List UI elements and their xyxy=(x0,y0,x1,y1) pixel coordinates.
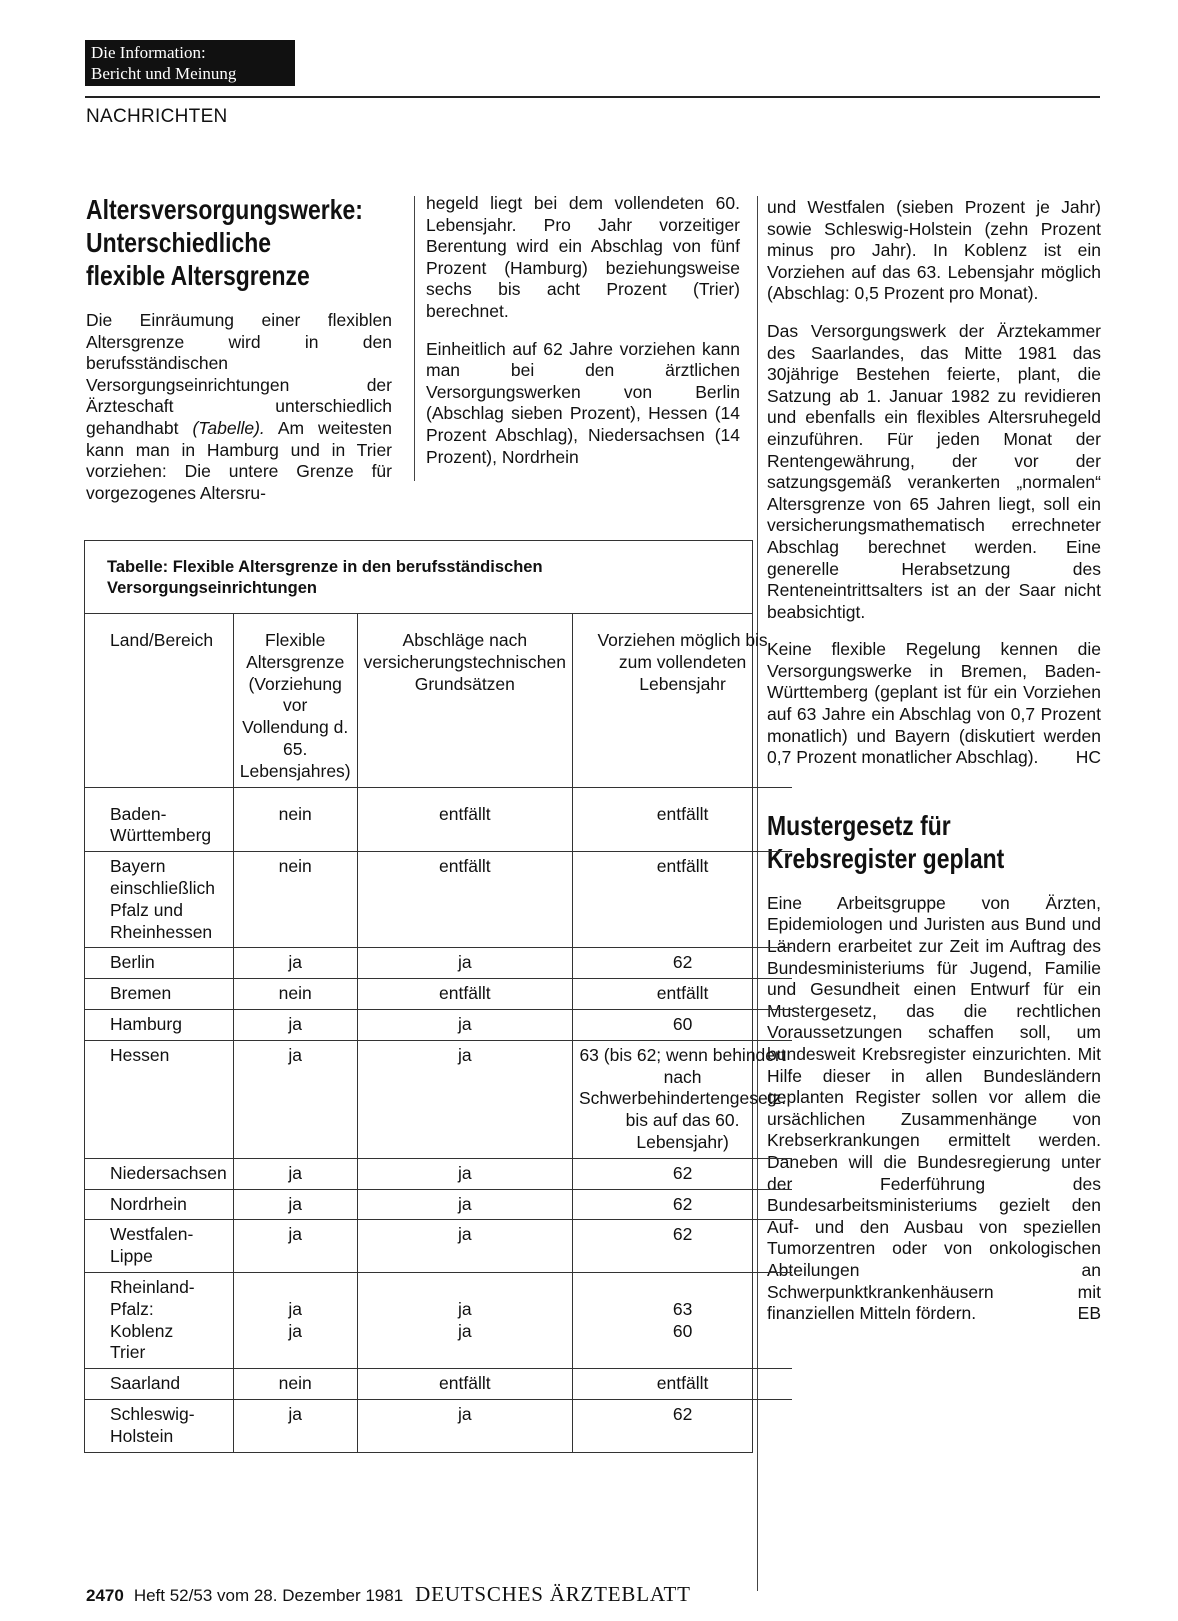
table-grid xyxy=(85,614,792,1452)
table-cell: 62 xyxy=(572,1399,792,1451)
table-cell: ja xyxy=(233,1040,357,1158)
table-cell: entfällt xyxy=(357,979,572,1010)
table-cell: ja xyxy=(357,1009,572,1040)
table-cell: ja xyxy=(233,1009,357,1040)
cell-value: ja xyxy=(288,1298,302,1319)
column-header: Abschläge nach versicherungstechnischen Grundsätzen xyxy=(357,614,572,787)
page-footer xyxy=(86,1582,691,1607)
headline-line: Altersversorgungswerke: xyxy=(86,194,363,225)
rubric-box xyxy=(85,40,295,86)
table-cell: ja xyxy=(233,1158,357,1189)
table-row-group xyxy=(85,1272,792,1368)
table-cell: Baden-Württemberg xyxy=(85,787,233,852)
table-row xyxy=(85,948,792,979)
table-row xyxy=(85,979,792,1010)
table-cell: ja xyxy=(233,948,357,979)
table-cell: 62 xyxy=(572,948,792,979)
table-row xyxy=(85,1369,792,1400)
table-cell: ja xyxy=(357,1220,572,1273)
table-row xyxy=(85,787,792,852)
table-cell: Hessen xyxy=(85,1040,233,1158)
headline-line: Krebsregister geplant xyxy=(767,842,1005,874)
cell-value: ja xyxy=(457,1320,472,1341)
author-initials: HC xyxy=(1075,747,1101,768)
table-cell: entfällt xyxy=(357,787,572,852)
article1-paragraph xyxy=(767,639,1101,769)
article1-paragraph: und Westfalen (sieben Prozent je Jahr) sowie Schleswig-Holstein (zehn Prozent minus pro Jahr). In Koblenz ist ein Vorziehen auf das 63. Lebensjahr möglich (Abschlag: 0,5 Prozent pro Monat). xyxy=(767,197,1101,304)
article1-column-1 xyxy=(86,193,392,520)
table-row xyxy=(85,1009,792,1040)
table-cell: ja xyxy=(233,1189,357,1220)
article1-paragraph: Das Versorgungswerk der Ärztekammer des Saarlandes, das Mitte 1981 das 30jährige Bestehen feierte, plant, die Satzung ab 1. Januar 1982 zu revidieren und ebenfalls ein flexibles Altersruhegeld einzuführen. Für jeden Monat der Rentengewährung, der vor der satzungsgemäß verankerten „normalen“ Altersgrenze von 65 Jahren liegt, soll ein versicherungsmathematisch errechneter Abschlag berechnet werden. Eine generelle Herabsetzung des Renteneintrittsalters ist an der Saar nicht beabsichtigt. xyxy=(767,320,1101,622)
table-cell xyxy=(233,1272,357,1368)
table-cell: Bayern einschließlich Pfalz und Rheinhessen xyxy=(85,852,233,948)
journal-name: DEUTSCHES ÄRZTEBLATT xyxy=(415,1582,691,1606)
table-cell: Niedersachsen xyxy=(85,1158,233,1189)
pension-table xyxy=(84,540,787,1453)
table-cell: 63 (bis 62; wenn behindert nach Schwerbehindertengesetz: bis auf das 60. Lebensjahr) xyxy=(572,1040,792,1158)
page-number: 2470 xyxy=(86,1586,124,1605)
text-run: Die Einräumung einer flexiblen Altersgrenze wird in den berufsständischen Versorgungseinrichtungen der Ärzteschaft unterschiedlich gehandhabt xyxy=(86,310,392,438)
article1-headline xyxy=(86,193,392,292)
table-cell: 62 xyxy=(572,1189,792,1220)
table-cell: ja xyxy=(233,1220,357,1273)
table-cell: nein xyxy=(233,1369,357,1400)
table-row xyxy=(85,1158,792,1189)
table-cell: entfällt xyxy=(572,979,792,1010)
column-header: Land/Bereich xyxy=(85,614,233,787)
table-reference: (Tabelle). xyxy=(192,417,265,438)
table-header-row xyxy=(85,614,792,787)
table-cell: ja xyxy=(357,948,572,979)
table-row xyxy=(85,1189,792,1220)
table-row xyxy=(85,1220,792,1273)
cell-value: 63 xyxy=(672,1298,693,1319)
region-label: Rheinland-Pfalz: xyxy=(110,1276,195,1319)
table-cell: Westfalen-Lippe xyxy=(85,1220,233,1273)
article1-paragraph: hegeld liegt bei dem vollendeten 60. Lebensjahr. Pro Jahr vorzeitiger Berentung wird ein Abschlag von fünf Prozent (Hamburg) beziehungsweise sechs bis acht Prozent (Trier) berechnet. xyxy=(426,193,740,321)
article2-headline xyxy=(767,809,1101,875)
table-cell xyxy=(85,1272,233,1368)
table-cell: 60 xyxy=(572,1009,792,1040)
table-cell: 62 xyxy=(572,1158,792,1189)
table-cell: ja xyxy=(357,1399,572,1451)
text-run: Keine flexible Regelung kennen die Versorgungswerke in Bremen, Baden-Württemberg (geplant ist für ein Vorziehen auf 63 Jahre ein Abschlag von 0,7 Prozent monatlich) und Bayern (diskutiert werden 0,7 Prozent monatlicher Abschlag). xyxy=(767,639,1101,768)
table-cell: nein xyxy=(233,852,357,948)
text-run: Eine Arbeitsgruppe von Ärzten, Epidemiologen und Juristen aus Bund und Ländern erarbeitet zur Zeit im Auftrag des Bundesministeriums für Jugend, Familie und Gesundheit einen Entwurf für ein Mustergesetz, das die rechtlichen Voraussetzungen schaffen soll, um bundesweit Krebsregister einzurichten. Mit Hilfe dieser in allen Bundesländern geplanten Register sollen vor allem die ursächlichen Zusammenhänge von Krebserkrankungen ermittelt werden. Daneben will die Bundesregierung unter der Federführung des Bundesarbeitsministeriums gezielt den Auf- und den Ausbau von speziellen Tumorzentren oder von onkologischen Abteilungen an Schwerpunktkrankenhäusern mit finanziellen Mitteln fördern. xyxy=(767,892,1101,1324)
cell-value: ja xyxy=(288,1320,302,1341)
issue-info: Heft 52/53 vom 28. Dezember 1981 xyxy=(133,1586,404,1605)
table-cell: ja xyxy=(357,1189,572,1220)
table-cell: Nordrhein xyxy=(85,1189,233,1220)
table-cell: ja xyxy=(357,1158,572,1189)
text-run: Am weitesten kann man in Hamburg und in Trier vorziehen: Die untere Grenze für vorgezogenes Altersru- xyxy=(86,417,392,503)
table-row xyxy=(85,852,792,948)
cell-value: ja xyxy=(457,1298,472,1319)
column-header: Flexible Altersgrenze (Vorziehung vor Vollendung d. 65. Lebensjahres) xyxy=(233,614,357,787)
rubric-line-2: Bericht und Meinung xyxy=(91,64,237,83)
table-cell: Bremen xyxy=(85,979,233,1010)
cell-value: 60 xyxy=(672,1320,693,1341)
table-cell: entfällt xyxy=(357,852,572,948)
column-divider xyxy=(414,196,415,481)
table-cell: Schleswig-Holstein xyxy=(85,1399,233,1451)
spacer xyxy=(240,1277,351,1299)
headline-line: flexible Altersgrenze xyxy=(86,260,310,291)
table-caption: Tabelle: Flexible Altersgrenze in den berufsständischen Versorgungseinrichtungen xyxy=(85,541,752,614)
table-cell: 62 xyxy=(572,1220,792,1273)
article1-paragraph xyxy=(86,310,392,504)
table-row xyxy=(85,1040,792,1158)
table-cell: Berlin xyxy=(85,948,233,979)
article2-paragraph xyxy=(767,893,1101,1325)
article1-paragraph: Einheitlich auf 62 Jahre vorziehen kann man bei den ärztlichen Versorgungswerken von Berlin (Abschlag sieben Prozent), Hessen (14 Prozent Abschlag), Niedersachsen (14 Prozent), Nordrhein xyxy=(426,338,740,467)
column-header: Vorziehen möglich bis zum vollendeten Lebensjahr xyxy=(572,614,792,787)
spacer xyxy=(579,1277,786,1299)
rubric-line-1: Die Information: xyxy=(91,43,206,62)
table-cell: entfällt xyxy=(572,787,792,852)
table-cell: entfällt xyxy=(572,1369,792,1400)
table-cell xyxy=(572,1272,792,1368)
table-cell: Hamburg xyxy=(85,1009,233,1040)
subregion-label: Trier xyxy=(110,1342,146,1363)
table-cell: Saarland xyxy=(85,1369,233,1400)
table-row xyxy=(85,1399,792,1451)
right-column xyxy=(767,197,1101,1341)
subregion-label: Koblenz xyxy=(110,1320,174,1341)
article1-column-2 xyxy=(426,193,740,484)
table-cell: ja xyxy=(357,1040,572,1158)
table-cell: entfällt xyxy=(572,852,792,948)
author-initials: EB xyxy=(1077,1303,1101,1324)
headline-line: Unterschiedliche xyxy=(86,227,272,258)
table-cell: entfällt xyxy=(357,1369,572,1400)
section-title: NACHRICHTEN xyxy=(86,106,228,127)
table-cell: ja xyxy=(233,1399,357,1451)
headline-line: Mustergesetz für xyxy=(767,809,951,841)
table-cell xyxy=(357,1272,572,1368)
table-cell: nein xyxy=(233,979,357,1010)
header-rule xyxy=(85,96,1100,98)
table-cell: nein xyxy=(233,787,357,852)
spacer xyxy=(364,1277,566,1299)
